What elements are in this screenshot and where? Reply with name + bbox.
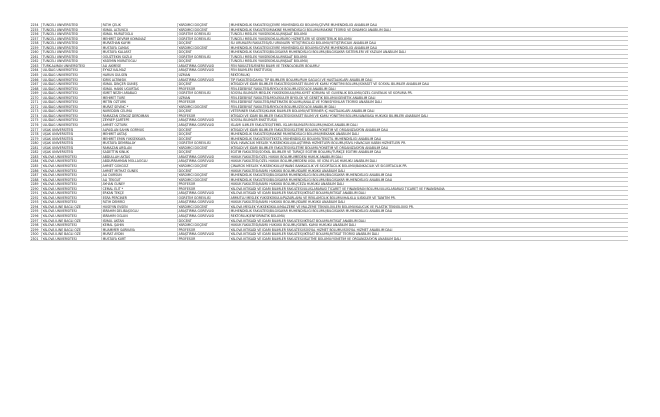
row-number: 2283	[30, 155, 42, 159]
row-number: 2281	[30, 146, 42, 150]
person-name-cell: MUSTAFA KALAFAT	[102, 50, 178, 54]
person-name-cell: MEHMET EMİN YÜKSEKKAYA	[102, 137, 178, 141]
university-cell: YALOVA ÜNİVERSİTESİ	[42, 214, 102, 218]
university-cell: YALOVA ÜNİVERSİTESİ	[42, 187, 102, 191]
unit-cell: HUKUK FAKÜLTESİ/KAMU HUKUKU BÖLÜMÜ/CEZA HUKUKU ANABİLİM DALI	[230, 182, 344, 186]
unit-cell: YALOVA İKTİSADİ VE İDARİ BİLİMLER FAKÜLTESİ/ULUSLARARASI TİCARET VE FİNANSMAN BÖLÜMÜ/ULUSLARARASI TİCARET VE FİNANSMANA	[230, 186, 445, 191]
unit-cell: TUNCELİ MESLEK YÜKSEKOKULU/BÜRO HİZMETLERİ VE SEKRETERLİK BÖLÜMÜ/	[230, 36, 353, 41]
person-name-cell: NUREDDİN CELİMLİ	[102, 109, 178, 113]
row-number: 2277	[30, 128, 42, 132]
unit-cell: VETERİNER FAKÜLTESİ/KLİNİK BİLİMLER BÖLÜMÜ/VETERİNER İÇ HASTALIKLARI ANABİLİM DALI	[230, 109, 375, 113]
person-name-cell: CEMAL ELİT *	[102, 187, 178, 191]
row-number: 2295	[30, 209, 42, 213]
row-number: 2301	[30, 237, 42, 241]
person-name-cell: FATİH DEMİRCİ	[102, 200, 178, 204]
row-number: 2296	[30, 214, 42, 218]
person-name-cell: MUSTAFA ÇAMAŞ	[102, 46, 178, 50]
person-name-cell: RAMAZAN ARSLAN	[102, 146, 178, 150]
person-name-cell: YASEMİN MURATOĞLU	[102, 59, 178, 63]
person-name-cell: MURAT SEVİNÇ *	[102, 105, 178, 109]
academic-title-cell: YARDIMCI DOÇENT	[178, 46, 230, 50]
academic-title-cell: DOÇENT	[178, 219, 230, 223]
row-number: 2300	[30, 232, 42, 236]
academic-title-cell: ÖĞRETİM GÖREVLİSİ	[178, 32, 230, 36]
academic-title-cell: ARAŞTIRMA GÖREVLİSİ	[178, 159, 230, 163]
unit-cell: YALOVA İKTİSADİ VE İDARİ BİLİMLER FAKÜLTESİ/İKTİSAT BÖLÜMÜ/İKTİSAT ANABİLİM DALI	[230, 191, 366, 195]
university-cell: ULUDAĞ ÜNİVERSİTESİ	[42, 105, 102, 109]
academic-title-cell: UZMAN	[178, 73, 230, 77]
row-number: 2269	[30, 91, 42, 95]
person-name-cell: İSMAİL ALTUNCU	[102, 28, 178, 32]
row-number: 2299	[30, 228, 42, 232]
unit-cell: İKTİSADİ VE İDARİ BİLİMLER FAKÜLTESİ/SİYASET BİLİMİ VE KAMU YÖNETİMİ BÖLÜMÜ/SİYASET VE SOSYAL BİLİMLER ANABİLİM DALI	[230, 82, 430, 86]
academic-title-cell: ARAŞTIRMA GÖREVLİSİ	[178, 68, 230, 72]
row-number: 2270	[30, 96, 42, 100]
university-cell: YALOVA İLİNE BAĞLI ÖZE	[42, 228, 102, 232]
academic-title-cell: ARAŞTIRMA GÖREVLİSİ	[178, 214, 230, 218]
academic-title-cell: ARAŞTIRMA GÖREVLİSİ	[178, 155, 230, 159]
person-name-cell: MURATHAN KAYIM	[102, 41, 178, 45]
unit-cell: HUKUK FAKÜLTESİ/KAMU HUKUKU BÖLÜMÜ/İDARE HUKUKU ANABİLİM DALI	[230, 168, 345, 173]
row-number: 2262	[30, 59, 42, 63]
university-cell: YALOVA ÜNİVERSİTESİ	[42, 237, 102, 241]
row-number: 2285	[30, 164, 42, 168]
unit-cell: MÜHENDİSLİK FAKÜLTESİ/ÇEVRE MÜHENDİSLİĞİ BÖLÜMÜ/ÇEVRE MÜHENDİSLİĞİ ANABİLİM DALI	[230, 45, 378, 50]
academic-title-cell: PROFESÖR	[178, 237, 230, 241]
row-number: 2278	[30, 132, 42, 136]
academic-title-cell: ARAŞTIRMA GÖREVLİSİ	[178, 209, 230, 213]
university-cell: ULUDAĞ ÜNİVERSİTESİ	[42, 114, 102, 118]
university-cell: ULUDAĞ ÜNİVERSİTESİ	[42, 68, 102, 72]
person-name-cell: SADETTİN KINLIK	[102, 150, 178, 154]
person-name-cell: AYHAN GÜNEY	[102, 182, 178, 186]
person-name-cell: İBRAHİM DELİBAŞOĞLU	[102, 209, 178, 213]
academic-title-cell: PROFESÖR	[178, 114, 230, 118]
academic-title-cell: DOÇENT	[178, 50, 230, 54]
row-number: 2263	[30, 64, 42, 68]
unit-cell: MÜHENDİSLİK FAKÜLTESİ/ÇEVRE MÜHENDİSLİĞİ BÖLÜMÜ/ÇEVRE MÜHENDİSLİĞİ ANABİLİM DALI	[230, 23, 378, 27]
unit-cell: REKTÖRLÜK/ENFORMATİK BÖLÜMÜ/	[230, 213, 286, 218]
unit-cell: SOSYAL BİLİMLER MESLEK YÜKSEKOKULU/MÜLKİYET KORUMA VE GÜVENLİK BÖLÜMÜ/ÖZEL GÜVENLİK VE KORUMA PR.	[230, 91, 413, 95]
unit-cell: FEN-EDEBİYAT FAKÜLTESİ/MOLEKÜLER BİYOLOJİ VE GENETİK BÖLÜMÜ/GENETİK ANABİLİM DALI	[230, 95, 376, 100]
unit-cell: HUKUK FAKÜLTESİ/ÖZEL HUKUK BÖLÜMÜ/MEDENİ HUKUK ANABİLİM DALI	[230, 154, 343, 159]
row-number: 2286	[30, 169, 42, 173]
university-cell: YALOVA ÜNİVERSİTESİ	[42, 164, 102, 168]
personnel-table	[30, 23, 628, 241]
academic-title-cell: ÖĞRETİM GÖREVLİSİ	[178, 196, 230, 200]
person-name-cell: İSMAİL MURATOĞLU	[102, 32, 178, 36]
person-name-cell: RAMAZAN CENGİZ DERDİMAN	[102, 114, 178, 118]
university-cell: ULUDAĞ ÜNİVERSİTESİ	[42, 82, 102, 86]
academic-title-cell: DOÇENT	[178, 132, 230, 136]
row-number: 2291	[30, 191, 42, 195]
unit-cell: İKTİSADİ VE İDARİ BİLİMLER FAKÜLTESİ/SİYASET BİLİMİ VE KAMU YÖNETİMİ BÖLÜMÜ/ANAYASA HUKUKU BİLİMLERİ ANABİLİM DALI	[230, 113, 429, 118]
unit-cell: TIP FAKÜLTESİ/DAHİLİ TIP BİLİMLERİ BÖLÜMÜ/RUH SAĞLIĞI VE HASTALIKLARI ANABİLİM DALI	[230, 77, 373, 82]
unit-cell: FEN-EDEBİYAT FAKÜLTESİ/MATEMATİK BÖLÜMÜ/ANALİZ VE FONKSİYONLAR TEORİSİ ANABİLİM DALI	[230, 100, 382, 104]
person-name-cell: İSMAİL AKTAN	[102, 219, 178, 223]
person-name-cell: OĞUZTEKİN SÜZLÜ	[102, 55, 178, 59]
row-number: 2284	[30, 159, 42, 163]
row-number: 2276	[30, 123, 42, 127]
unit-cell: SİVİL HAVACILIK MESLEK YÜKSEKOKULU/ULAŞTIRMA HİZMETLERİ BÖLÜMÜ/SİVİL HAVACILIK KABİN HİZMETLERİ PR.	[230, 141, 407, 145]
unit-cell: İKTİSADİ VE İDARİ BİLİMLER FAKÜLTESİ/İŞLETME BÖLÜMÜ/YÖNETİM VE ORGANİZASYON ANABİLİM DALI	[230, 127, 389, 132]
academic-title-cell: YARDIMCI DOÇENT	[178, 178, 230, 182]
unit-cell: MÜHENDİSLİK FAKÜLTESİ/MAKİNE MÜHENDİSLİĞİ BÖLÜMÜ/MAKİNE TEORİSİ VE DİNAMİĞİ ANABİLİM DALI	[230, 27, 391, 32]
university-cell: YALOVA ÜNİVERSİTESİ	[42, 155, 102, 159]
academic-title-cell: DOÇENT	[178, 82, 230, 86]
person-name-cell: HÜSEYİN EVSEN	[102, 205, 178, 209]
row-number: 2293	[30, 200, 42, 204]
row-number: 2254	[30, 23, 42, 27]
academic-title-cell: ARAŞTIRMA GÖREVLİSİ	[178, 232, 230, 236]
row-number: 2280	[30, 141, 42, 145]
university-cell: TUNCELİ ÜNİVERSİTESİ	[42, 28, 102, 32]
unit-cell: TUNCELİ MESLEK YÜKSEKOKULU/İNŞAAT BÖLÜMÜ	[230, 32, 308, 36]
academic-title-cell: DOÇENT	[178, 59, 230, 63]
person-name-cell: ALİ AKMEŞE	[102, 64, 178, 68]
university-cell: YALOVA ÜNİVERSİTESİ	[42, 182, 102, 186]
academic-title-cell: ARAŞTIRMA GÖREVLİSİ	[178, 118, 230, 122]
row-number: 2292	[30, 196, 42, 200]
person-name-cell: MURAT AYDIN	[102, 232, 178, 236]
unit-cell: İKTİSADİ VE İDARİ BİLİMLER FAKÜLTESİ/İŞLETME BÖLÜMÜ/YÖNETİM VE ORGANİZASYON ANABİLİM DALI	[230, 145, 389, 150]
person-name-cell: FATİH ÇELİK	[102, 23, 178, 27]
academic-title-cell: DOÇENT	[178, 169, 230, 173]
unit-cell: MÜHENDİSLİK FAKÜLTESİ/TEKSTİL MÜHENDİSLİĞİ BÖLÜMÜ/TEKSTİL MÜHENDİSLİĞİ ANABİLİM DALI	[230, 136, 382, 141]
person-name-cell: MEHMET DEVRİM KOMANAZ	[102, 37, 178, 41]
university-cell: YALOVA ÜNİVERSİTESİ	[42, 173, 102, 177]
university-cell: YALOVA ÜNİVERSİTESİ	[42, 196, 102, 200]
person-name-cell: AHMET GÖKGÖZ	[102, 164, 178, 168]
university-cell: YALOVA ÜNİVERSİTESİ	[42, 159, 102, 163]
row-number: 2294	[30, 205, 42, 209]
person-name-cell: İBRAHİM OĞLUN	[102, 214, 178, 218]
person-name-cell: ZEYNEP ŞARTEPE	[102, 118, 178, 122]
row-number: 2268	[30, 87, 42, 91]
university-cell: ULUDAĞ ÜNİVERSİTESİ	[42, 96, 102, 100]
university-cell: TUNCELİ ÜNİVERSİTESİ	[42, 32, 102, 36]
person-name-cell: İSMAİL HAKKI UĞURTAŞ	[102, 87, 178, 91]
unit-cell: SU ÜRÜNLERİ FAKÜLTESİ/SU ÜRÜNLERİ YETİŞTİRİCİLİĞİ BÖLÜMÜ/YETİŞTİRİCİLİK ANABİLİM DALI	[230, 41, 377, 45]
unit-cell: FEN-EDEBİYAT FAKÜLTESİ/BİYOLOJİ BÖLÜMÜ/ZOOLOJİ ANABİLİM DALI	[230, 104, 336, 109]
person-name-cell: MUSTAFA DEMİRALAY	[102, 141, 178, 145]
university-cell: TUNCELİ ÜNİVERSİTESİ	[42, 46, 102, 50]
academic-title-cell: YARDIMCI DOÇENT	[178, 105, 230, 109]
row-number: 2261	[30, 55, 42, 59]
row-number: 2258	[30, 41, 42, 45]
person-name-cell: AHMET MİTHAT GÜNEŞ	[102, 169, 178, 173]
university-cell: UŞAK ÜNİVERSİTESİ	[42, 146, 102, 150]
academic-title-cell: ÖĞRETİM GÖREVLİSİ	[178, 37, 230, 41]
unit-cell: REKTÖRLÜK/	[230, 73, 250, 77]
academic-title-cell: ARAŞTIRMA GÖREVLİSİ	[178, 78, 230, 82]
university-cell: TUNCELİ ÜNİVERSİTESİ	[42, 55, 102, 59]
academic-title-cell: YARDIMCI DOÇENT	[178, 28, 230, 32]
row-number: 2267	[30, 82, 42, 86]
university-cell: YALOVA İLİNE BAĞLI ÖZE	[42, 205, 102, 209]
university-cell: TUNCELİ ÜNİVERSİTESİ	[42, 41, 102, 45]
university-cell: ULUDAĞ ÜNİVERSİTESİ	[42, 109, 102, 113]
university-cell: UŞAK ÜNİVERSİTESİ	[42, 128, 102, 132]
unit-cell: ARMUTLU MESLEK YÜKSEKOKULU/PAZARLAMA VE REKLAMCILIK BÖLÜMÜ/HALKLA İLİŞKİLER VE TANITIM PR.	[230, 195, 396, 200]
unit-cell: EĞİTİM FAKÜLTESİ/SOSYAL BİLİMLER VE TÜRKÇE EĞİTİMİ BÖLÜMÜ/TÜRKÇE EĞİTİMİ ANABİLİM DALI	[230, 150, 382, 154]
academic-title-cell: PROFESÖR	[178, 87, 230, 91]
academic-title-cell: ÖĞRETİM GÖREVLİSİ	[178, 141, 230, 145]
row-number: 2287	[30, 173, 42, 177]
row-number: 2298	[30, 223, 42, 227]
row-number: 2288	[30, 178, 42, 182]
university-cell: ULUDAĞ ÜNİVERSİTESİ	[42, 73, 102, 77]
person-name-cell: İSMAİL DİNÇER GÜNEŞ	[102, 82, 178, 86]
unit-cell: HUKUK FAKÜLTESİ/ÖZEL HUKUK BÖLÜMÜ/MEDENİ USUL VE İCRA İFLAS HUKUKU ANABİLİM DALI	[230, 159, 377, 163]
table-row	[30, 237, 628, 242]
unit-cell: TUNCELİ MESLEK YÜKSEKOKULU/İNŞAAT BÖLÜMÜ/	[230, 59, 309, 63]
person-name-cell: ABDURRAHMAN MOLLAOĞLU	[102, 159, 178, 163]
row-number: 2279	[30, 137, 42, 141]
unit-cell: ÇINARCIK MESLEK YÜKSEKOKULU/FİNANS BANKACILIK VE SİGORTACILIK BÖLÜMÜ/BANKACILIK VE SİGORTACILIK PR.	[230, 163, 408, 168]
person-name-cell: İDRİS ALTINIŞIK	[102, 78, 178, 82]
university-cell: ULUDAĞ ÜNİVERSİTESİ	[42, 123, 102, 127]
university-cell: ULUDAĞ ÜNİVERSİTESİ	[42, 100, 102, 104]
person-name-cell: İSMET NEZİH ARABACI	[102, 91, 178, 95]
academic-title-cell: ARAŞTIRMA GÖREVLİSİ	[178, 123, 230, 127]
unit-cell: YALOVA İKTİSADİ VE İDARİ BİLİMLER FAKÜLTESİ/İŞLETME BÖLÜMÜ/YÖNETİM VE ORGANİZASYON ANABİLİM DALI	[230, 236, 402, 241]
unit-cell: MÜHENDİSLİK FAKÜLTESİ/MAKİNE MÜHENDİSLİĞİ BÖLÜMÜ/MEKANİK ANABİLİM DALI	[230, 132, 359, 136]
university-cell: YALOVA ÜNİVERSİTESİ	[42, 223, 102, 227]
academic-title-cell: UZMAN	[178, 96, 230, 100]
university-cell: YALOVA İLİNE BAĞLI ÖZE	[42, 232, 102, 236]
university-cell: UŞAK ÜNİVERSİTESİ	[42, 132, 102, 136]
university-cell: TUNCELİ ÜNİVERSİTESİ	[42, 59, 102, 63]
university-cell: YALOVA İLİNE BAĞLI ÖZE	[42, 219, 102, 223]
academic-title-cell: ARAŞTIRMA GÖREVLİSİ	[178, 64, 230, 68]
person-name-cell: ALİ TEKGÜT	[102, 178, 178, 182]
unit-cell: FEN-EDEBİYAT FAKÜLTESİ/BİYOLOJİ BÖLÜMÜ/ZOOLOJİ ANABİLİM DALI	[230, 86, 336, 91]
row-number: 2273	[30, 109, 42, 113]
university-cell: ULUDAĞ ÜNİVERSİTESİ	[42, 118, 102, 122]
row-number: 2271	[30, 100, 42, 104]
unit-cell: YALOVA MESLEK YÜKSEKOKULU/MALZEME VE MALZEME TEKNOLOJİLERİ BÖLÜMÜ/KAUÇUK VE PLASTİK TEKNOLOJİSİ PR.	[230, 204, 414, 209]
row-number: 2297	[30, 219, 42, 223]
unit-cell: HUKUK FAKÜLTESİ/KAMU HUKUKU BÖLÜMÜ/İDARE HUKUKU ANABİLİM DALI	[230, 200, 345, 204]
academic-title-cell: DOÇENT	[178, 41, 230, 45]
row-number: 2266	[30, 78, 42, 82]
academic-title-cell: YARDIMCI DOÇENT	[178, 173, 230, 177]
university-cell: TUNCELİ ÜNİVERSİTESİ	[42, 23, 102, 27]
unit-cell: MÜHENDİSLİK FAKÜLTESİ/BİLGİSAYAR MÜHENDİSLİĞİ BÖLÜMÜ/BİLGİSAYAR MÜHENDİSLİĞİ ANABİLİM DALI	[230, 177, 393, 182]
unit-cell: YALOVA İKTİSADİ VE İDARİ BİLİMLER FAKÜLTESİ/İKTİSAT BÖLÜMÜ/İKTİSAT ANABİLİM DALI	[230, 218, 366, 223]
row-number: 2289	[30, 182, 42, 186]
academic-title-cell: YARDIMCI DOÇENT	[178, 146, 230, 150]
academic-title-cell: ARAŞTIRMA GÖREVLİSİ	[178, 191, 230, 195]
row-number: 2255	[30, 28, 42, 32]
row-number: 2256	[30, 32, 42, 36]
unit-cell: FEN BİLİMLERİ ENSTİTÜSÜ/	[230, 68, 273, 73]
university-cell: UŞAK ÜNİVERSİTESİ	[42, 150, 102, 154]
person-name-cell: ERKAN TEKÇE	[102, 191, 178, 195]
person-name-cell: METİN ÖZTÜRK	[102, 100, 178, 104]
row-number: 2272	[30, 105, 42, 109]
person-name-cell: HARUN GÜLSEN	[102, 73, 178, 77]
university-cell: ULUDAĞ ÜNİVERSİTESİ	[42, 87, 102, 91]
academic-title-cell: DOÇENT	[178, 128, 230, 132]
university-cell: YALOVA ÜNİVERSİTESİ	[42, 209, 102, 213]
university-cell: ULUDAĞ ÜNİVERSİTESİ	[42, 91, 102, 95]
academic-title-cell: ARAŞTIRMA GÖREVLİSİ	[178, 200, 230, 204]
person-name-cell: ABDULLAH AKTAŞ	[102, 155, 178, 159]
unit-cell: YALOVA İKTİSADİ VE İDARİ BİLİMLER FAKÜLTESİ/SOSYAL HİZMET BÖLÜMÜ/SOSYAL HİZMET ANABİLİM DALI	[230, 227, 393, 232]
university-cell: UŞAK ÜNİVERSİTESİ	[42, 141, 102, 145]
row-number: 2274	[30, 114, 42, 118]
university-cell: UŞAK ÜNİVERSİTESİ	[42, 137, 102, 141]
person-name-cell: EYYAZ KALMAZ	[102, 68, 178, 72]
unit-cell: MÜHENDİSLİK FAKÜLTESİ/BİLGİSAYAR MÜHENDİSLİĞİ BÖLÜMÜ/BİLGİSAYAR SİSTEMLERİ VE YAZILIM ANABİLİM DALI	[230, 50, 406, 54]
row-number: 2260	[30, 50, 42, 54]
academic-title-cell: YARDIMCI DOÇENT	[178, 223, 230, 227]
unit-cell: YALOVA İKTİSADİ VE İDARİ BİLİMLER FAKÜLTESİ/İKTİSAT BÖLÜMÜ/İKTİSAT TEORİSİ ANABİLİM DALI	[230, 232, 379, 236]
university-cell: TÜRK-ALMAN ÜNİVERSİTESİ	[42, 64, 102, 68]
unit-cell: TUNCELİ MESLEK YÜKSEKOKULU/İNŞAAT BÖLÜMÜ	[230, 54, 308, 59]
unit-cell: MÜHENDİSLİK FAKÜLTESİ/BİLGİSAYAR MÜHENDİSLİĞİ BÖLÜMÜ/BİLGİSAYAR MÜHENDİSLİĞİ ANABİLİM DALI	[230, 209, 393, 213]
university-cell: TUNCELİ ÜNİVERSİTESİ	[42, 37, 102, 41]
row-number: 2259	[30, 46, 42, 50]
person-name-cell: MEHMET TÜRE	[102, 96, 178, 100]
university-cell: YALOVA ÜNİVERSİTESİ	[42, 200, 102, 204]
academic-title-cell: YARDIMCI DOÇENT	[178, 205, 230, 209]
academic-title-cell: PROFESÖR	[178, 228, 230, 232]
row-number: 2282	[30, 150, 42, 154]
academic-title-cell: PROFESÖR	[178, 182, 230, 186]
person-name-cell: MUSTAFA KURT	[102, 237, 178, 241]
unit-cell: İSLAMİ İLİMLER FAKÜLTESİ/TEMEL İSLAM BİLİMLERİ BÖLÜMÜ/HADİS ANABİLİM DALI	[230, 123, 358, 127]
unit-cell: MÜHENDİSLİK FAKÜLTESİ/BİLGİSAYAR MÜHENDİSLİĞİ BÖLÜMÜ/BİLGİSAYAR MÜHENDİSLİĞİ ANABİLİM DALI	[230, 173, 393, 177]
person-name-cell: MEHMET AKTAŞ	[102, 132, 178, 136]
person-name-cell: KEMAL ŞAHİN	[102, 223, 178, 227]
person-name-cell: ESRA PERÇİNER	[102, 196, 178, 200]
university-cell: YALOVA ÜNİVERSİTESİ	[42, 191, 102, 195]
academic-title-cell: PROFESÖR	[178, 187, 230, 191]
university-cell: ULUDAĞ ÜNİVERSİTESİ	[42, 78, 102, 82]
academic-title-cell: YARDIMCI DOÇENT	[178, 164, 230, 168]
row-number: 2290	[30, 187, 42, 191]
person-name-cell: ALİ DURSUN	[102, 173, 178, 177]
academic-title-cell: ÖĞRETİM GÖREVLİSİ	[178, 91, 230, 95]
academic-title-cell: DOÇENT	[178, 109, 230, 113]
row-number: 2265	[30, 73, 42, 77]
academic-title-cell: PROFESÖR	[178, 100, 230, 104]
row-number: 2275	[30, 118, 42, 122]
academic-title-cell: ÖĞRETİM GÖREVLİSİ	[178, 55, 230, 59]
unit-cell: SOSYAL BİLİMLER ENSTİTÜSÜ/	[230, 118, 278, 123]
academic-title-cell: DOÇENT	[178, 150, 230, 154]
unit-cell: FEN FAKÜLTESİ/ENERJİ BİLİMİ VE TEKNOLOJİLERİ BÖLÜMÜ/	[230, 63, 320, 68]
row-number: 2264	[30, 68, 42, 72]
university-cell: YALOVA ÜNİVERSİTESİ	[42, 178, 102, 182]
row-number: 2257	[30, 37, 42, 41]
university-cell: YALOVA ÜNİVERSİTESİ	[42, 169, 102, 173]
person-name-cell: ALPASLAN SAHİN GÖRMÜŞ	[102, 128, 178, 132]
university-cell: TUNCELİ ÜNİVERSİTESİ	[42, 50, 102, 54]
academic-title-cell: DOÇENT	[178, 137, 230, 141]
academic-title-cell: YARDIMCI DOÇENT	[178, 23, 230, 27]
person-name-cell: MUAMMER SARIKAYA	[102, 228, 178, 232]
unit-cell: HUKUK FAKÜLTESİ/KAMU HUKUKU BÖLÜMÜ/GENEL KAMU HUKUKU ANABİLİM DALI	[230, 223, 356, 227]
person-name-cell: AHMET ÖZTÜRK	[102, 123, 178, 127]
